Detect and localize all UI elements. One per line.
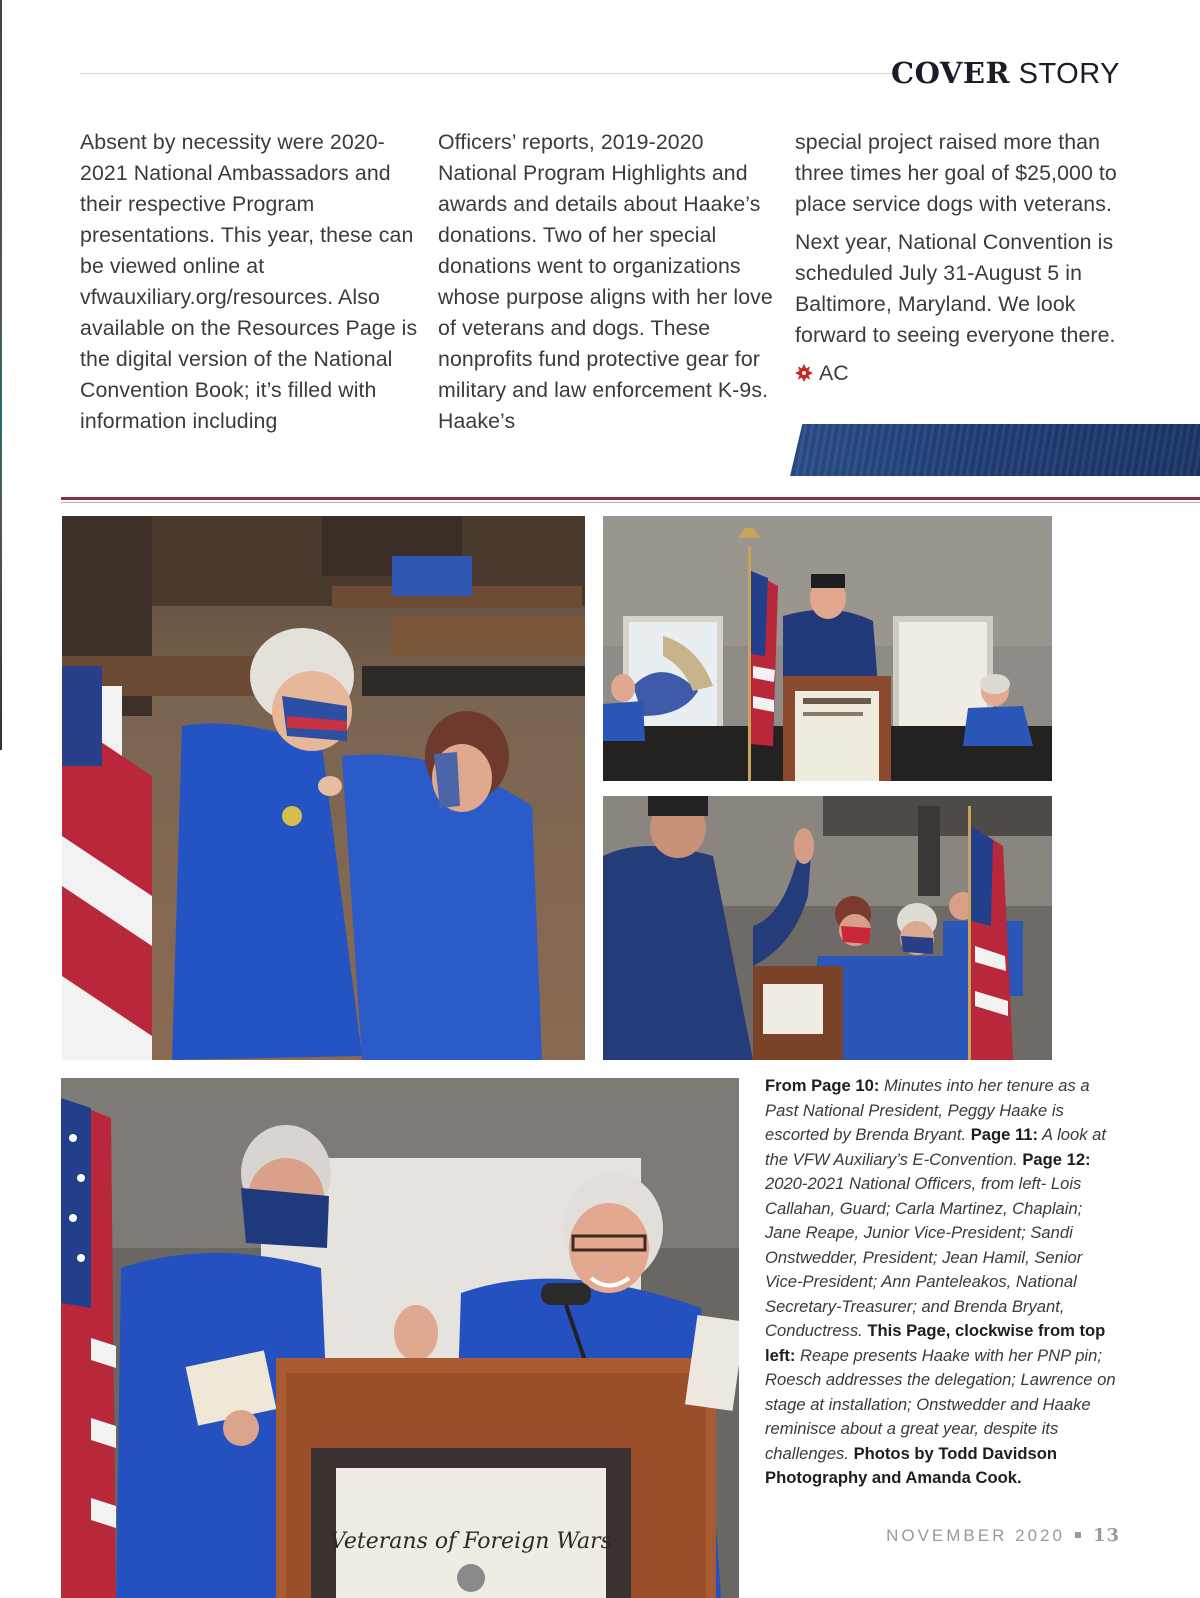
article-end xyxy=(795,358,1135,389)
caption-text: 2020-2021 National Officers, from left- Lois Callahan, Guard; Carla Martinez, Chaplain; Jane Reape, Junior Vice-President; Sandi Onstwedder, President; Jean Hamil, Senior Vice-President; Ann Panteleakos, National Secretary-Treasurer; and Brenda Bryant, Conductress. xyxy=(765,1174,1083,1340)
page-number: 13 xyxy=(1092,1525,1120,1546)
blue-brush-band xyxy=(790,424,1200,476)
maltese-cross-icon xyxy=(795,364,813,382)
photo-podium-reminisce xyxy=(61,1078,739,1598)
podium-sign-text: Veterans of Foreign Wars xyxy=(330,1529,612,1554)
photo-caption xyxy=(765,1074,1120,1491)
section-divider-thin xyxy=(61,502,1200,503)
section-label-strong: COVER xyxy=(891,56,1011,90)
author-initials: AC xyxy=(819,361,849,385)
caption-text: A look at the VFW Auxiliary’s E-Convention. xyxy=(765,1125,1106,1169)
section-label-light: STORY xyxy=(1018,58,1120,90)
issue-date: NOVEMBER 2020 xyxy=(886,1526,1065,1545)
section-divider xyxy=(61,497,1200,500)
article-column-3 xyxy=(795,127,1135,396)
caption-label: Page 12: xyxy=(1022,1149,1091,1169)
caption-text: Reape presents Haake with her PNP pin; Roesch addresses the delegation; Lawrence on stage at installation; Onstwedder and Haake reminisce about a great year, despite its challenges. xyxy=(765,1345,1116,1463)
page-footer xyxy=(886,1525,1120,1546)
article-paragraph: Absent by necessity were 2020-2021 National Ambassadors and their respective Program presentations. This year, these can be viewed online at vfwauxiliary.org/resources. Also available on the Resources Page is the digital version of the National Convention Book; it’s filled with information including xyxy=(80,130,418,433)
caption-text: Minutes into her tenure as a Past National President, Peggy Haake is escorted by Brenda Bryant. xyxy=(765,1076,1090,1144)
footer-square-icon xyxy=(1075,1532,1081,1538)
photo-credit: Photos by Todd Davidson Photography and Amanda Cook. xyxy=(765,1443,1057,1487)
article-paragraph: Officers’ reports, 2019-2020 National Program Highlights and awards and details about Haake’s donations. Two of her special donations went to organizations whose purpose aligns with her love of veterans and dogs. These nonprofits fund protective gear for military and law enforcement K-9s. Haake’s xyxy=(438,130,773,433)
photo-installation-oath xyxy=(603,796,1052,1060)
section-label xyxy=(891,56,1120,91)
caption-label: Page 11: xyxy=(970,1125,1039,1144)
header-rule xyxy=(80,73,900,74)
article-paragraph: special project raised more than three times her goal of $25,000 to place service dogs with veterans. xyxy=(795,130,1117,216)
article-column-2 xyxy=(438,127,778,444)
photo-podium-speaker xyxy=(603,516,1052,781)
photo-pin-ceremony xyxy=(62,516,585,1060)
caption-label: From Page 10: xyxy=(765,1076,880,1095)
caption-label: This Page, clockwise from top left: xyxy=(765,1321,1106,1365)
article-column-1 xyxy=(80,127,420,444)
article-paragraph: Next year, National Convention is scheduled July 31-August 5 in Baltimore, Maryland. We look forward to seeing everyone there. xyxy=(795,230,1116,347)
page-edge-strip xyxy=(0,0,2,750)
